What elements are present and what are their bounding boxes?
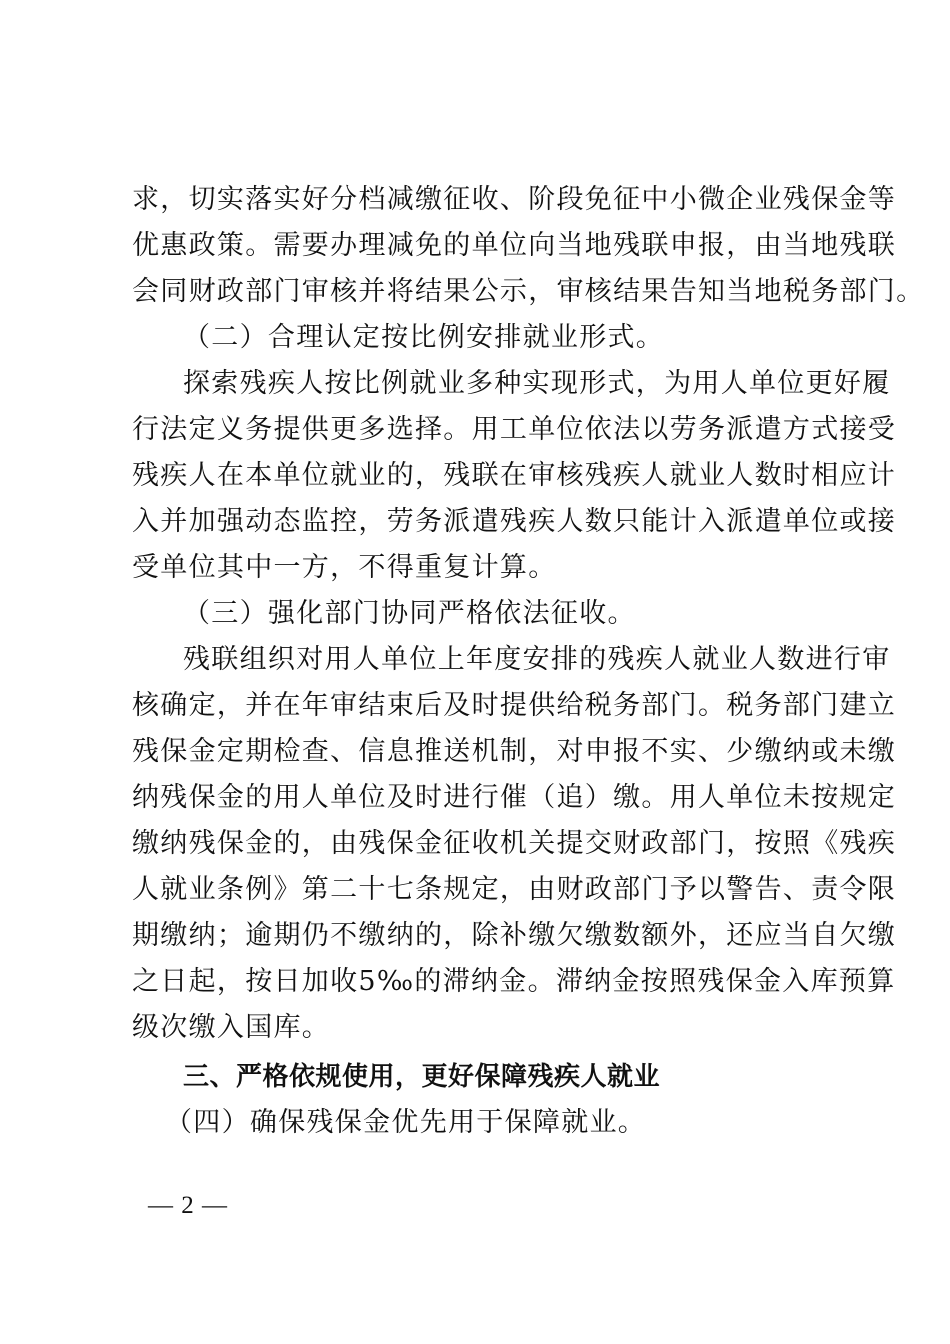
body-text-line: 求，切实落实好分档减缴征收、阶段免征中小微企业残保金等 [132, 184, 897, 215]
body-text-line: 纳残保金的用人单位及时进行催（追）缴。用人单位未按规定 [132, 782, 897, 813]
section-heading-three: 三、严格依规使用，更好保障残疾人就业 [183, 1062, 661, 1092]
body-text-line: 入并加强动态监控，劳务派遣残疾人数只能计入派遣单位或接 [132, 506, 897, 537]
body-text-line: 行法定义务提供更多选择。用工单位依法以劳务派遣方式接受 [132, 414, 897, 445]
body-text-line: 级次缴入国库。 [132, 1012, 331, 1043]
body-text-line: 人就业条例》第二十七条规定，由财政部门予以警告、责令限 [132, 874, 897, 905]
body-text-line: 优惠政策。需要办理减免的单位向当地残联申报，由当地残联 [132, 230, 897, 261]
subheading-two: （二）合理认定按比例安排就业形式。 [183, 322, 665, 353]
subheading-four: （四）确保残保金优先用于保障就业。 [165, 1107, 647, 1138]
body-text-line: 残疾人在本单位就业的，残联在审核残疾人就业人数时相应计 [132, 460, 897, 491]
body-text-line: 会同财政部门审核并将结果公示，审核结果告知当地税务部门。 [132, 276, 925, 307]
body-text-line: 探索残疾人按比例就业多种实现形式，为用人单位更好履 [183, 368, 891, 399]
body-text-line: 受单位其中一方，不得重复计算。 [132, 552, 557, 583]
body-text-line: 缴纳残保金的，由残保金征收机关提交财政部门，按照《残疾 [132, 828, 897, 859]
body-text-line: 残保金定期检查、信息推送机制，对申报不实、少缴纳或未缴 [132, 736, 897, 767]
body-text-line: 核确定，并在年审结束后及时提供给税务部门。税务部门建立 [132, 690, 897, 721]
body-text-line: 之日起，按日加收5‰的滞纳金。滞纳金按照残保金入库预算 [132, 966, 896, 997]
body-text-line: 期缴纳；逾期仍不缴纳的，除补缴欠缴数额外，还应当自欠缴 [132, 920, 897, 951]
body-text-line: 残联组织对用人单位上年度安排的残疾人就业人数进行审 [183, 644, 891, 675]
subheading-three: （三）强化部门协同严格依法征收。 [183, 598, 636, 629]
page-number: — 2 — [148, 1192, 228, 1219]
